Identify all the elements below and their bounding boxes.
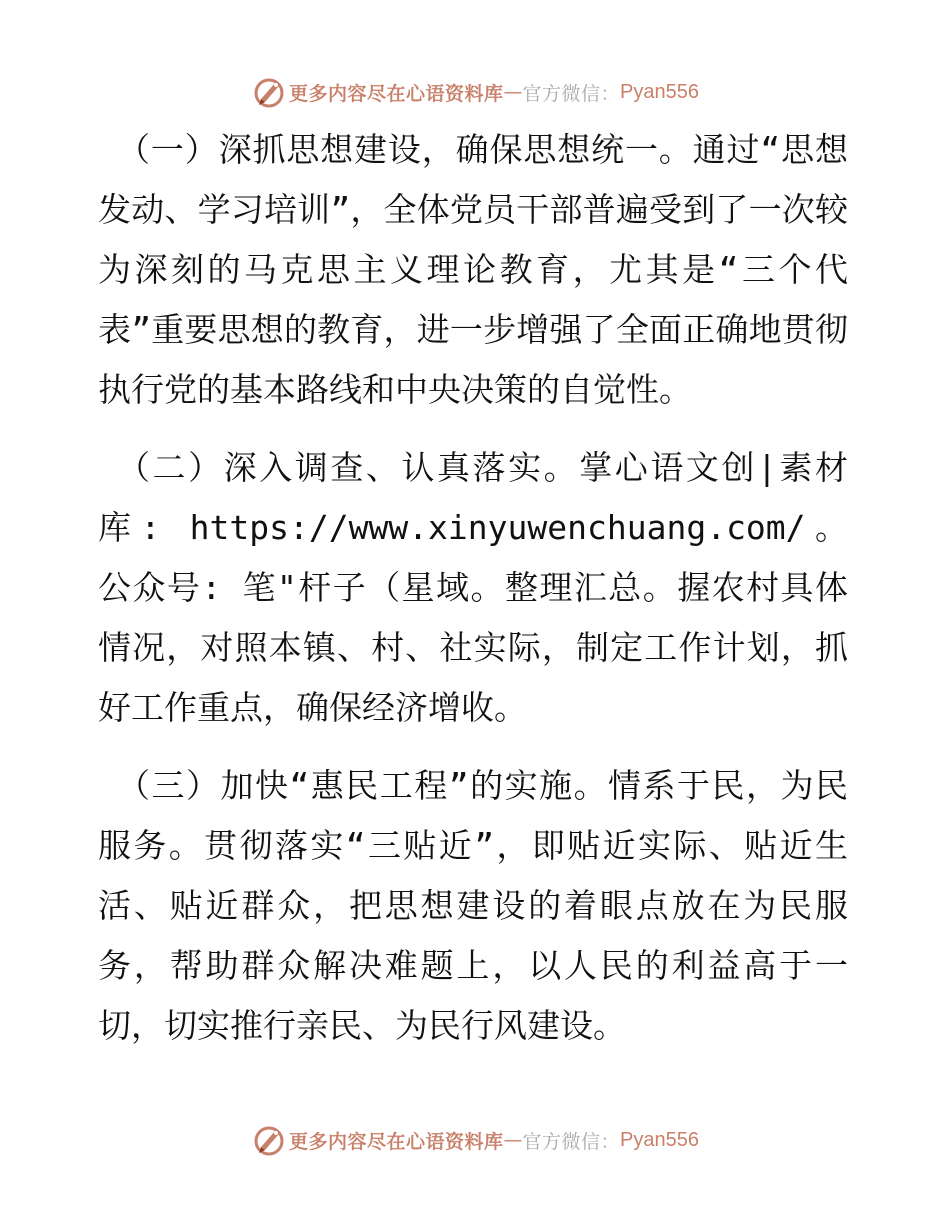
header-wechat-id: Pyan556 [620,80,699,103]
pen-logo-icon [251,1122,287,1158]
header-banner [0,72,950,112]
footer-banner [0,1120,950,1160]
footer-promo-text: 更多内容尽在心语资料库 [289,1130,504,1153]
paragraph-3: （三）加快“惠民工程”的实施。情系于民，为民服务。贯彻落实“三贴近”，即贴近实际、贴近生活、贴近群众，把思想建设的着眼点放在为民服务，帮助群众解决难题上，以人民的利益高于一切，切实推行亲民、为民行风建设。 [98,766,848,1045]
footer-wechat-id: Pyan556 [620,1128,699,1151]
document-body [98,120,848,1074]
pen-logo-icon [251,74,287,110]
header-promo-text: 更多内容尽在心语资料库 [289,82,504,105]
header-wechat-label: 官方微信： [522,82,621,105]
paragraph-1: （一）深抓思想建设，确保思想统一。通过“思想发动、学习培训”，全体党员干部普遍受到了一次较为深刻的马克思主义理论教育，尤其是“三个代表”重要思想的教育，进一步增强了全面正确地贯彻执行党的基本路线和中央决策的自觉性。 [98,130,848,409]
footer-separator: — [503,1129,523,1151]
paragraph-2: （二）深入调查、认真落实。掌心语文创|素材库: https://www.xinyuwenchuang.com/。公众号: 笔"杆子（星域。整理汇总。握农村具体情况，对照本镇、村、社实际，制定工作计划，抓好工作重点，确保经济增收。 [98,448,848,727]
footer-wechat-label: 官方微信： [522,1130,621,1153]
header-separator: — [503,81,523,103]
